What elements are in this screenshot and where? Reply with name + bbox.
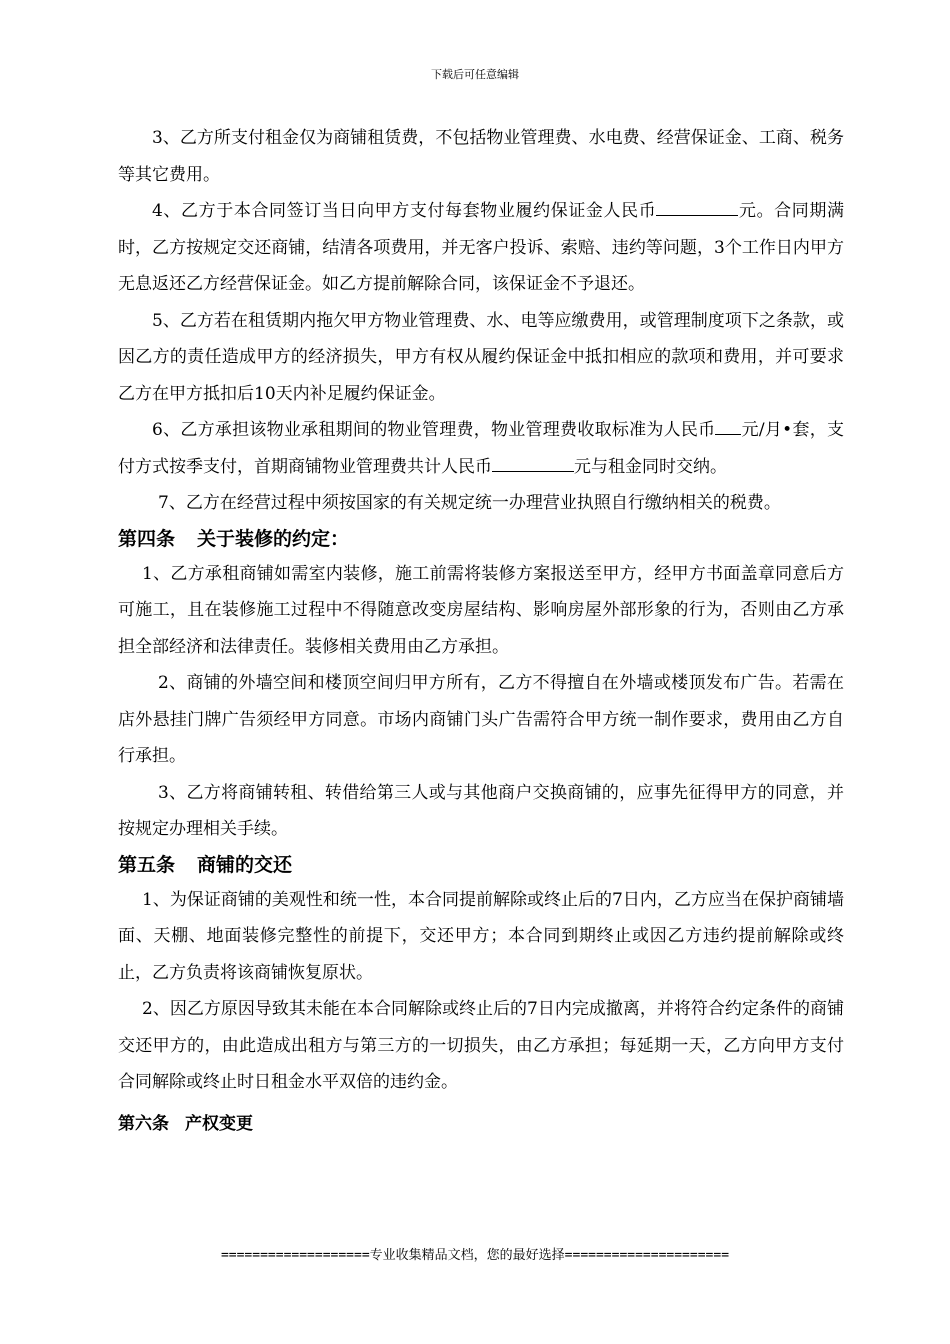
page-footer: ===================专业收集精品文档，您的最好选择===================== <box>220 1248 730 1263</box>
clause-4-3: 3、乙方将商铺转租、转借给第三人或与其他商户交换商铺的，应事先征得甲方的同意，并按规定办理相关手续。 <box>118 782 844 839</box>
page-header: 下载后可任意编辑 <box>431 68 519 81</box>
fee-rate-blank <box>715 417 741 435</box>
clause-3-4: 4、乙方于本合同签订当日向甲方支付每套物业履约保证金人民币 元。合同期满时，乙方按规定交还商铺，结清各项费用，并无客户投诉、索赔、违约等问题，3个工作日内甲方无息返还乙方经营保证金。如乙方提前解除合同，该保证金不予退还。 <box>118 193 844 303</box>
clause-5-1: 1、为保证商铺的美观性和统一性，本合同提前解除或终止后的7日内，乙方应当在保护商铺墙面、天棚、地面装修完整性的前提下，交还甲方；本合同到期终止或因乙方违约提前解除或终止，乙方负责将该商铺恢复原状。 <box>118 889 844 983</box>
clause-3-6: 6、乙方承担该物业承租期间的物业管理费，物业管理费收取标准为人民币 元/月•套，支付方式按季支付，首期商铺物业管理费共计人民币 元与租金同时交纳。 <box>118 412 844 485</box>
deposit-blank <box>656 198 738 216</box>
clause-3-5: 5、乙方若在租赁期内拖欠甲方物业管理费、水、电等应缴费用，或管理制度项下之条款，或因乙方的责任造成甲方的经济损失，甲方有权从履约保证金中抵扣相应的款项和费用，并可要求乙方在甲方抵扣后10天内补足履约保证金。 <box>118 310 844 404</box>
document-body <box>118 120 844 1141</box>
clause-3-7: 7、乙方在经营过程中须按国家的有关规定统一办理营业执照自行缴纳相关的税费。 <box>158 493 781 513</box>
section-4-heading: 第四条 关于装修的约定： <box>118 527 350 550</box>
section-5-heading: 第五条 商铺的交还 <box>118 853 293 876</box>
clause-4-1: 1、乙方承租商铺如需室内装修，施工前需将装修方案报送至甲方，经甲方书面盖章同意后方可施工，且在装修施工过程中不得随意改变房屋结构、影响房屋外部形象的行为，否则由乙方承担全部经济和法律责任。装修相关费用由乙方承担。 <box>118 563 844 657</box>
first-fee-blank <box>492 454 574 472</box>
section-6-heading: 第六条 产权变更 <box>118 1113 253 1134</box>
clause-3-3: 3、乙方所支付租金仅为商铺租赁费，不包括物业管理费、水电费、经营保证金、工商、税务等其它费用。 <box>118 128 844 185</box>
clause-4-2: 2、商铺的外墙空间和楼顶空间归甲方所有，乙方不得擅自在外墙或楼顶发布广告。若需在店外悬挂门牌广告须经甲方同意。市场内商铺门头广告需符合甲方统一制作要求，费用由乙方自行承担。 <box>118 673 844 766</box>
clause-5-2: 2、因乙方原因导致其未能在本合同解除或终止后的7日内完成撤离，并将符合约定条件的商铺交还甲方的，由此造成出租方与第三方的一切损失，由乙方承担；每延期一天，乙方向甲方支付合同解除或终止时日租金水平双倍的违约金。 <box>118 999 844 1092</box>
